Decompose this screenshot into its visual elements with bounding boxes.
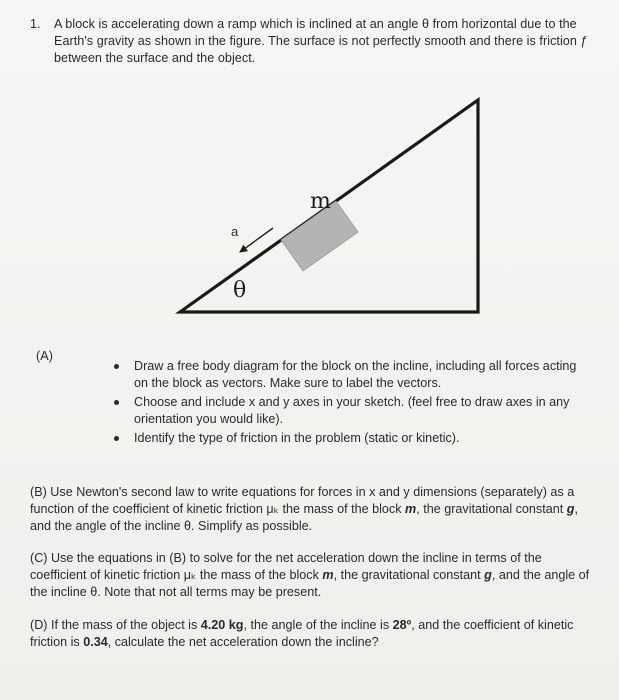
part-b: (B) Use Newton's second law to write equations for forces in x and y dimensions (separately) as a function of the coefficient of kinetic friction μₖ the mass of the block m, the gravitational constant g, and the angle of the incline θ. Simplify as possible. <box>30 485 578 533</box>
block-label: m <box>310 189 331 214</box>
bullet-dot-icon <box>114 436 119 441</box>
part-a-bullets <box>112 358 582 449</box>
question-number: 1. <box>30 17 41 31</box>
bullet-item: Identify the type of friction in the problem (static or kinetic). <box>112 430 582 447</box>
bullet-dot-icon <box>114 400 119 405</box>
bullet-item: Draw a free body diagram for the block on the incline, including all forces acting on the block as vectors. Make sure to label the vectors. <box>112 358 582 392</box>
acceleration-label: a <box>231 224 239 239</box>
part-c: (C) Use the equations in (B) to solve for the net acceleration down the incline in terms of the coefficient of kinetic friction μₖ the mass of the block m, the gravitational constant g, and the angle of the incline θ. Note that not all terms may be present. <box>30 551 590 599</box>
angle-label: θ <box>233 278 247 303</box>
part-d-label: (D) <box>30 618 48 632</box>
bullet-dot-icon <box>114 364 119 369</box>
part-b-label: (B) <box>30 485 47 499</box>
part-c-label: (C) <box>30 551 48 565</box>
part-a-label: (A) <box>36 349 53 363</box>
question-intro: A block is accelerating down a ramp which is inclined at an angle θ from horizontal due to the Earth's gravity as shown in the figure. The surface is not perfectly smooth and there is friction ƒ between the surface and the object. <box>54 17 588 65</box>
bullet-item: Choose and include x and y axes in your sketch. (feel free to draw axes in any orientation you would like). <box>112 394 582 428</box>
part-d: (D) If the mass of the object is 4.20 kg, the angle of the incline is 28º, and the coefficient of kinetic friction is 0.34, calculate the net acceleration down the incline? <box>30 618 574 649</box>
incline-figure <box>160 90 490 320</box>
